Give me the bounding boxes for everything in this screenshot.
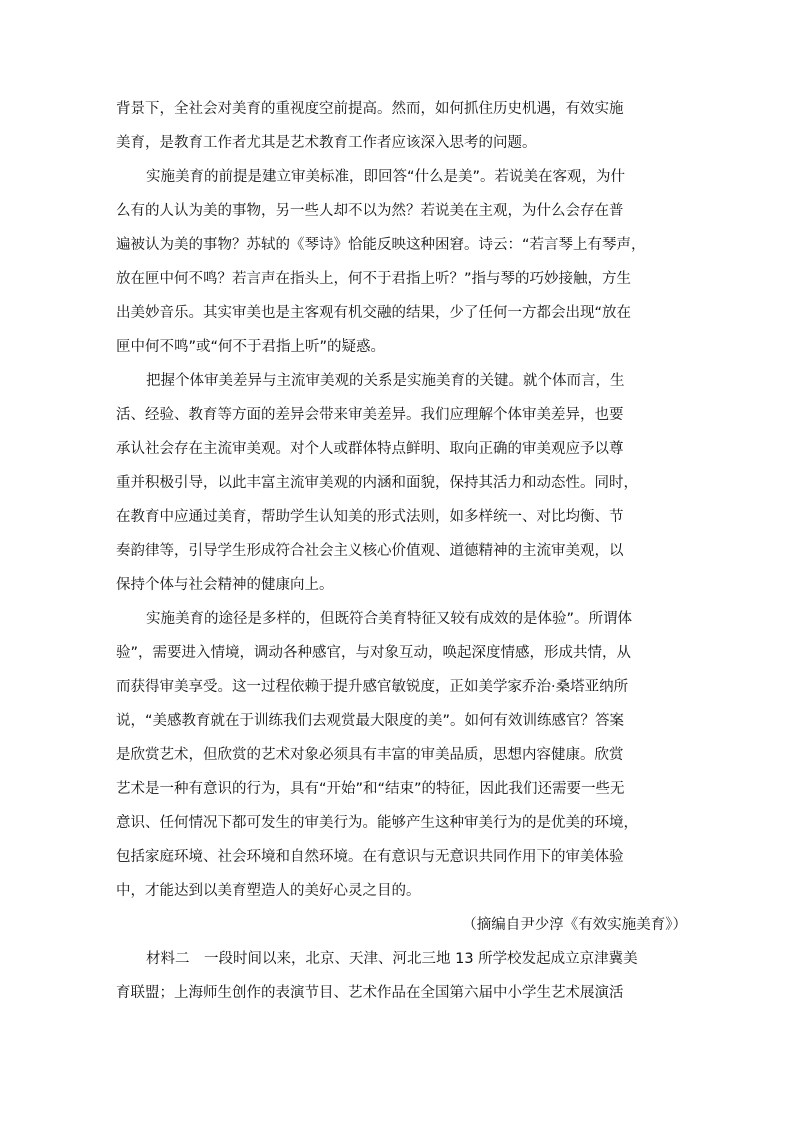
- text-line: 而获得审美享受。这一过程依赖于提升感官敏锐度，正如美学家乔治·桑塔亚纳所: [116, 679, 629, 695]
- text-line: 意识、任何情况下都可发生的审美行为。能够产生这种审美行为的是优美的环境，: [116, 815, 638, 831]
- text-line: 育联盟；上海师生创作的表演节目、艺术作品在全国第六届中小学生艺术展演活: [116, 985, 624, 1001]
- text-line: 么有的人认为美的事物，另一些人却不以为然？若说美在主观，为什么会存在普: [116, 203, 624, 219]
- text-line: 是欣赏艺术，但欣赏的艺术对象必须具有丰富的审美品质，思想内容健康。欣赏: [116, 747, 624, 763]
- text-line: 匣中何不鸣”或“何不于君指上听”的疑惑。: [116, 339, 386, 355]
- text-line: 奏韵律等，引导学生形成符合社会主义核心价值观、道德精神的主流审美观，以: [116, 543, 624, 559]
- source-citation: （摘编自尹少淳《有效实施美育》）: [462, 917, 687, 933]
- text-line: 承认社会存在主流审美观。对个人或群体特点鲜明、取向正确的审美观应予以尊: [116, 441, 624, 457]
- text-line: 遍被认为美的事物？苏轼的《琴诗》恰能反映这种困窘。诗云：“若言琴上有琴声，: [116, 237, 646, 253]
- text-line: 说，“美感教育就在于训练我们去观赏最大限度的美”。如何有效训练感官？答案: [116, 713, 625, 729]
- text-line: 活、经验、教育等方面的差异会带来审美差异。我们应理解个体审美差异，也要: [116, 407, 624, 423]
- text-line: 包括家庭环境、社会环境和自然环境。在有意识与无意识共同作用下的审美体验: [116, 849, 624, 865]
- text-line: 实施美育的途径是多样的，但既符合美育特征又较有成效的是体验”。所谓体: [146, 611, 633, 627]
- text-line: 在教育中应通过美育，帮助学生认知美的形式法则，如多样统一、对比均衡、节: [116, 509, 624, 525]
- text-line: 背景下，全社会对美育的重视度空前提高。然而，如何抓住历史机遇，有效实施: [116, 101, 624, 117]
- text-line: 实施美育的前提是建立审美标准，即回答“什么是美”。若说美在客观，为什: [146, 169, 626, 185]
- text-line: 放在匣中何不鸣？若言声在指头上，何不于君指上听？”指与琴的巧妙接触，方生: [116, 271, 632, 287]
- document-page: [116, 92, 687, 1010]
- text-line: 把握个体审美差异与主流审美观的关系是实施美育的关键。就个体而言，生: [146, 373, 625, 389]
- text-line: 出美妙音乐。其实审美也是主客观有机交融的结果，少了任何一方都会出现“放在: [116, 305, 632, 321]
- text-line: 保持个体与社会精神的健康向上。: [116, 577, 334, 593]
- text-line: 验”，需要进入情境，调动各种感官，与对象互动，唤起深度情感，形成共情，从: [116, 645, 632, 661]
- text-line: 美育，是教育工作者尤其是艺术教育工作者应该深入思考的问题。: [116, 135, 537, 151]
- text-line: 重并积极引导，以此丰富主流审美观的内涵和面貌，保持其活力和动态性。同时，: [116, 475, 638, 491]
- text-line: 中，才能达到以美育塑造人的美好心灵之目的。: [116, 883, 421, 899]
- text-line: 材料二 一段时间以来，北京、天津、河北三地 13 所学校发起成立京津冀美: [146, 951, 638, 967]
- text-line: 艺术是一种有意识的行为，具有“开始”和“结束”的特征，因此我们还需要一些无: [116, 781, 625, 797]
